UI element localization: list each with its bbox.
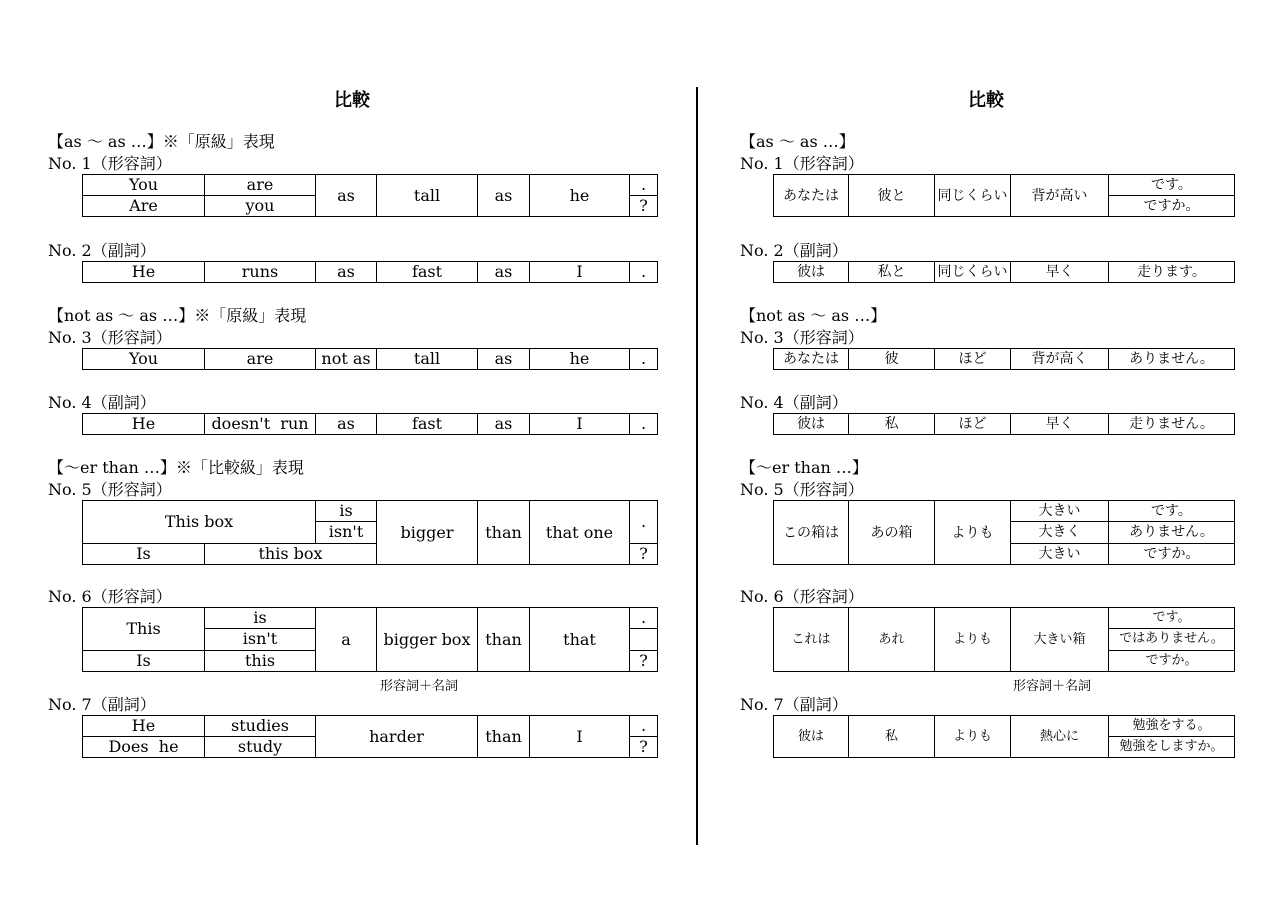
cell: fast: [377, 414, 478, 435]
cell: ありません。: [1109, 522, 1235, 543]
right-no3-label: No. 3（形容詞）: [740, 328, 864, 347]
cell: study: [205, 737, 316, 758]
right-section-heading-1: 【as 〜 as …】: [740, 132, 855, 151]
right-table-no5: [773, 500, 1235, 565]
cell: runs: [205, 262, 316, 283]
cell: Are: [83, 196, 205, 217]
cell: He: [83, 262, 205, 283]
right-section-heading-3: 【〜er than …】: [740, 458, 868, 477]
cell: You: [83, 349, 205, 370]
cell: この箱は: [774, 501, 849, 565]
left-table-no6: [82, 607, 658, 672]
cell: isn't: [205, 629, 316, 650]
cell: a: [316, 608, 377, 672]
cell: .: [630, 175, 658, 196]
cell: This box: [83, 501, 316, 544]
cell: 熱心に: [1011, 716, 1109, 758]
right-table-no3: [773, 348, 1235, 370]
cell: です。: [1109, 501, 1235, 522]
cell: He: [83, 716, 205, 737]
cell: is: [205, 608, 316, 629]
left-no6-label: No. 6（形容詞）: [48, 587, 172, 606]
cell: bigger: [377, 501, 478, 565]
cell: than: [478, 608, 530, 672]
cell: he: [530, 349, 630, 370]
cell: You: [83, 175, 205, 196]
cell: than: [478, 501, 530, 565]
cell: 大きく: [1011, 522, 1109, 543]
cell: ほど: [935, 414, 1011, 435]
cell: he: [530, 175, 630, 217]
right-no7-label: No. 7（副詞）: [740, 695, 848, 714]
left-table-no5: [82, 500, 658, 565]
left-table-no4: [82, 413, 658, 435]
cell: です。: [1109, 608, 1235, 629]
cell: ?: [630, 737, 658, 758]
empty-cell: [630, 629, 658, 650]
right-table-no2: [773, 261, 1235, 283]
cell: as: [478, 414, 530, 435]
cell: 同じくらい: [935, 262, 1011, 283]
cell: 大きい箱: [1011, 608, 1109, 672]
right-section-heading-2: 【not as 〜 as …】: [740, 306, 887, 325]
cell: ?: [630, 196, 658, 217]
cell: 勉強をする。: [1109, 716, 1235, 737]
left-table-no7: [82, 715, 658, 758]
cell: I: [530, 716, 630, 758]
right-no5-label: No. 5（形容詞）: [740, 480, 864, 499]
cell: studies: [205, 716, 316, 737]
cell: .: [630, 501, 658, 544]
cell: 走ります。: [1109, 262, 1235, 283]
cell: 同じくらい: [935, 175, 1011, 217]
cell: not as: [316, 349, 377, 370]
cell: is: [316, 501, 377, 522]
cell: 早く: [1011, 262, 1109, 283]
left-table-no1: [82, 174, 658, 217]
cell: 大きい: [1011, 501, 1109, 522]
cell: Is: [83, 543, 205, 564]
cell: 彼と: [849, 175, 935, 217]
cell: これは: [774, 608, 849, 672]
left-no3-label: No. 3（形容詞）: [48, 328, 172, 347]
cell: He: [83, 414, 205, 435]
cell: ?: [630, 543, 658, 564]
cell: this box: [205, 543, 377, 564]
cell: that: [530, 608, 630, 672]
cell: あなたは: [774, 349, 849, 370]
cell: as: [316, 175, 377, 217]
cell: 大きい: [1011, 543, 1109, 564]
right-table-no4: [773, 413, 1235, 435]
right-table-no1: [773, 174, 1235, 217]
cell: are: [205, 175, 316, 196]
cell: harder: [316, 716, 478, 758]
right-no6-note: 形容詞＋名詞: [1013, 679, 1092, 694]
cell: ?: [630, 650, 658, 671]
cell: that one: [530, 501, 630, 565]
cell: あなたは: [774, 175, 849, 217]
cell: bigger box: [377, 608, 478, 672]
cell: tall: [377, 175, 478, 217]
cell: as: [478, 262, 530, 283]
left-section-heading-3: 【〜er than …】※「比較級」表現: [48, 458, 304, 477]
cell: as: [478, 349, 530, 370]
left-no5-label: No. 5（形容詞）: [48, 480, 172, 499]
cell: ですか。: [1109, 196, 1235, 217]
cell: 走りません。: [1109, 414, 1235, 435]
cell: 背が高く: [1011, 349, 1109, 370]
left-section-heading-1: 【as 〜 as …】※「原級」表現: [48, 132, 275, 151]
cell: as: [478, 175, 530, 217]
cell: です。: [1109, 175, 1235, 196]
left-page-title: 比較: [334, 90, 370, 111]
cell: This: [83, 608, 205, 651]
cell: .: [630, 349, 658, 370]
cell: 早く: [1011, 414, 1109, 435]
left-no4-label: No. 4（副詞）: [48, 393, 156, 412]
cell: .: [630, 716, 658, 737]
cell: 私: [849, 414, 935, 435]
cell: 私: [849, 716, 935, 758]
cell: you: [205, 196, 316, 217]
cell: ではありません。: [1109, 629, 1235, 650]
right-no2-label: No. 2（副詞）: [740, 241, 848, 260]
cell: doesn't run: [205, 414, 316, 435]
left-table-no2: [82, 261, 658, 283]
page-divider: [696, 87, 698, 845]
cell: this: [205, 650, 316, 671]
cell: ですか。: [1109, 543, 1235, 564]
cell: tall: [377, 349, 478, 370]
right-no1-label: No. 1（形容詞）: [740, 154, 864, 173]
cell: I: [530, 414, 630, 435]
cell: よりも: [935, 501, 1011, 565]
left-table-no3: [82, 348, 658, 370]
cell: あの箱: [849, 501, 935, 565]
left-no7-label: No. 7（副詞）: [48, 695, 156, 714]
cell: isn't: [316, 522, 377, 543]
cell: Does he: [83, 737, 205, 758]
right-table-no6: [773, 607, 1235, 672]
cell: as: [316, 414, 377, 435]
cell: あれ: [849, 608, 935, 672]
cell: 彼は: [774, 262, 849, 283]
cell: as: [316, 262, 377, 283]
cell: 彼は: [774, 716, 849, 758]
cell: 彼: [849, 349, 935, 370]
cell: .: [630, 262, 658, 283]
cell: 私と: [849, 262, 935, 283]
cell: ありません。: [1109, 349, 1235, 370]
right-page-title: 比較: [968, 90, 1004, 111]
cell: よりも: [935, 608, 1011, 672]
left-no2-label: No. 2（副詞）: [48, 241, 156, 260]
cell: are: [205, 349, 316, 370]
left-no1-label: No. 1（形容詞）: [48, 154, 172, 173]
right-no4-label: No. 4（副詞）: [740, 393, 848, 412]
cell: .: [630, 414, 658, 435]
cell: 背が高い: [1011, 175, 1109, 217]
left-section-heading-2: 【not as 〜 as …】※「原級」表現: [48, 306, 307, 325]
right-table-no7: [773, 715, 1235, 758]
cell: Is: [83, 650, 205, 671]
cell: 勉強をしますか。: [1109, 737, 1235, 758]
cell: ほど: [935, 349, 1011, 370]
cell: 彼は: [774, 414, 849, 435]
right-no6-label: No. 6（形容詞）: [740, 587, 864, 606]
cell: .: [630, 608, 658, 629]
cell: よりも: [935, 716, 1011, 758]
cell: than: [478, 716, 530, 758]
cell: I: [530, 262, 630, 283]
left-no6-note: 形容詞＋名詞: [380, 679, 459, 694]
cell: fast: [377, 262, 478, 283]
cell: ですか。: [1109, 650, 1235, 671]
